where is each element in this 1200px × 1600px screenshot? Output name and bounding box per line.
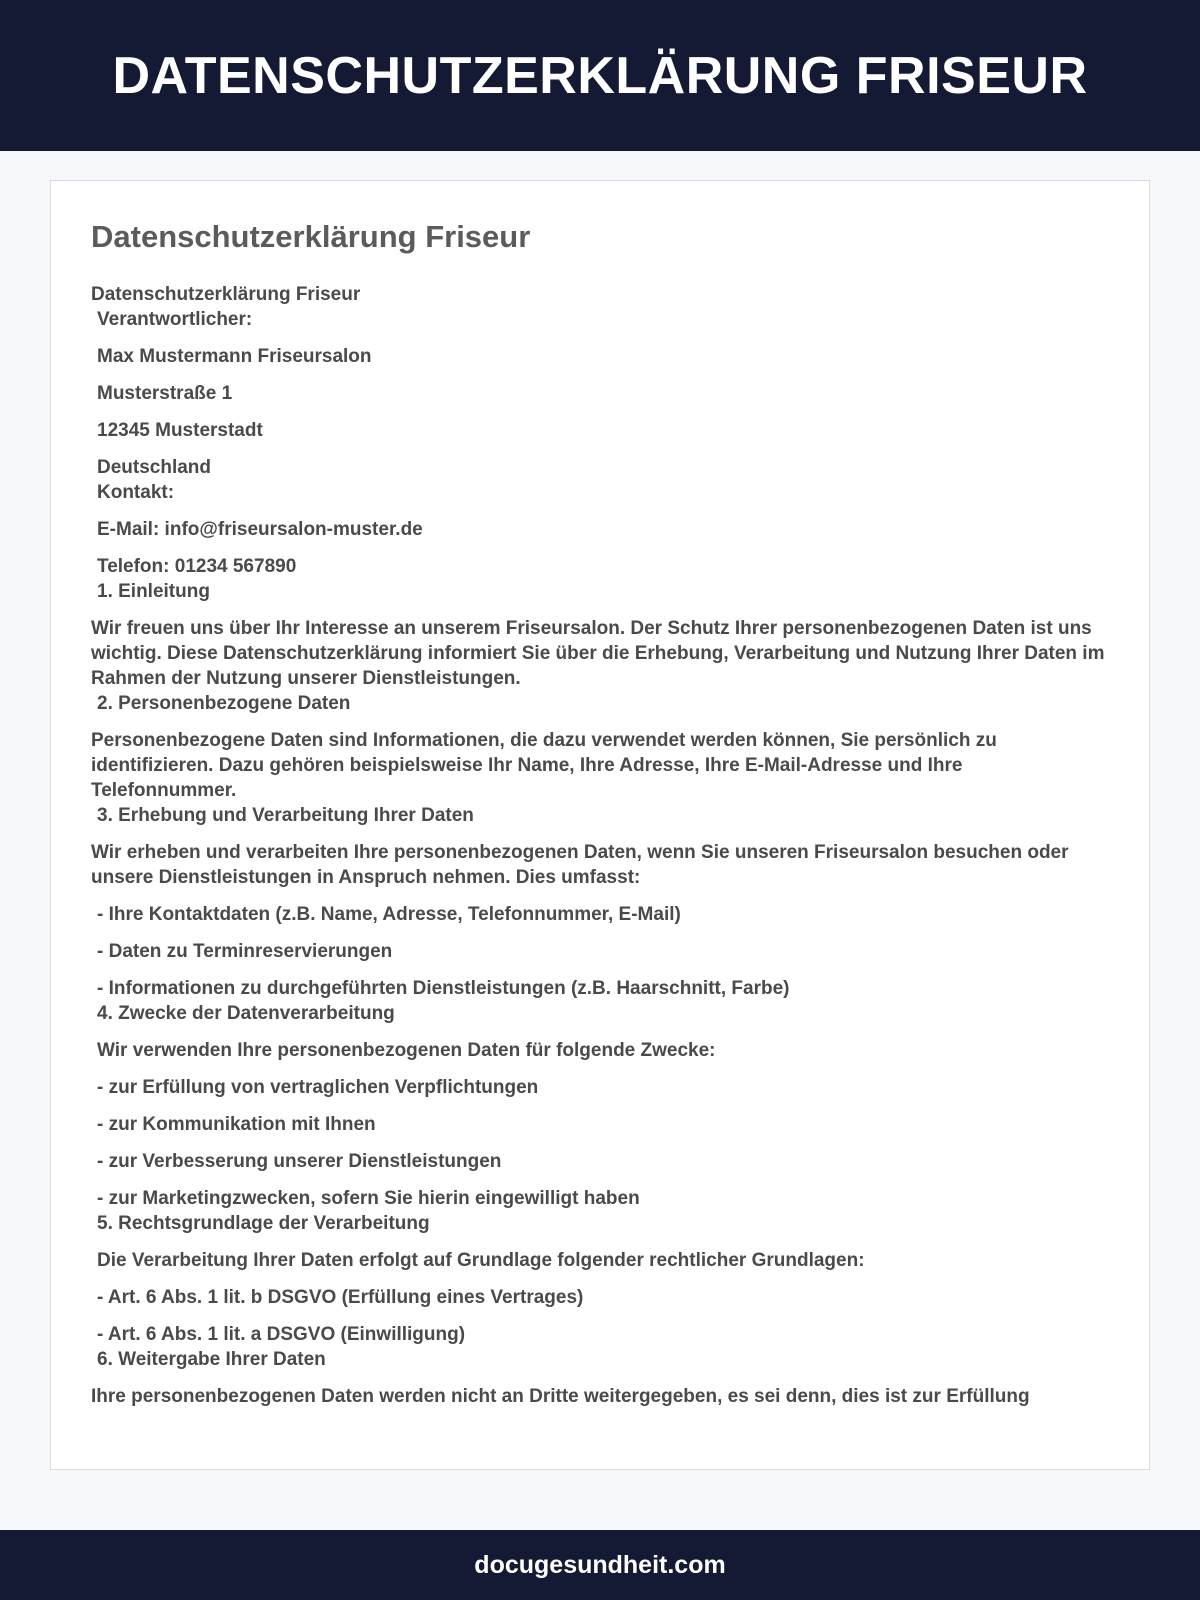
paragraph: Personenbezogene Daten sind Informationen, die dazu verwendet werden können, Sie persönlich zu identifizieren. Dazu gehören beispielsweise Ihr Name, Ihre Adresse, Ihre E-Mail-Adresse und Ihre Telefonnummer. [91,730,997,801]
list-item: - Informationen zu durchgeführten Dienstleistungen (z.B. Haarschnitt, Farbe) [97,978,790,999]
footer-banner [0,1530,1200,1600]
paragraph: Wir erheben und verarbeiten Ihre personenbezogenen Daten, wenn Sie unseren Friseursalon besuchen oder unsere Dienstleistungen in Anspruch nehmen. Dies umfasst: [91,842,1069,888]
header-banner [0,0,1200,151]
document-card [50,180,1150,1470]
section-heading: 6. Weitergabe Ihrer Daten [97,1349,326,1370]
address-line: Musterstraße 1 [97,383,233,404]
contact-phone: Telefon: 01234 567890 [97,556,297,577]
list-item: - Daten zu Terminreservierungen [97,941,393,962]
list-item: - zur Marketingzwecken, sofern Sie hierin eingewilligt haben [97,1188,640,1209]
list-item: - zur Verbesserung unserer Dienstleistungen [97,1151,502,1172]
section-heading: 3. Erhebung und Verarbeitung Ihrer Daten [97,805,474,826]
section-heading: 2. Personenbezogene Daten [97,693,351,714]
page-title: DATENSCHUTZERKLÄRUNG FRISEUR [112,46,1088,105]
contact-email: E-Mail: info@friseursalon-muster.de [97,519,423,540]
list-item: - zur Erfüllung von vertraglichen Verpflichtungen [97,1077,539,1098]
paragraph: Wir freuen uns über Ihr Interesse an unserem Friseursalon. Der Schutz Ihrer personenbezogenen Daten ist uns wichtig. Diese Datenschutzerklärung informiert Sie über die Erhebung, Verarbeitung und Nutzung Ihrer Daten im Rahmen der Nutzung unserer Dienstleistungen. [91,618,1105,689]
list-item: - Art. 6 Abs. 1 lit. b DSGVO (Erfüllung eines Vertrages) [97,1287,584,1308]
section-label: Kontakt: [97,482,175,503]
paragraph: Ihre personenbezogenen Daten werden nicht an Dritte weitergegeben, es sei denn, dies ist zur Erfüllung [91,1386,1030,1407]
section-heading: 4. Zwecke der Datenverarbeitung [97,1003,395,1024]
document-body [91,282,1109,1409]
section-heading: 5. Rechtsgrundlage der Verarbeitung [97,1213,430,1234]
address-line: Deutschland [97,457,212,478]
footer-site-link[interactable]: docugesundheit.com [474,1550,726,1579]
list-item: - Art. 6 Abs. 1 lit. a DSGVO (Einwilligung) [97,1324,466,1345]
section-label: Verantwortlicher: [97,309,253,330]
paragraph: Wir verwenden Ihre personenbezogenen Daten für folgende Zwecke: [97,1040,716,1061]
list-item: - zur Kommunikation mit Ihnen [97,1114,376,1135]
section-heading: 1. Einleitung [97,581,210,602]
paragraph: Die Verarbeitung Ihrer Daten erfolgt auf Grundlage folgender rechtlicher Grundlagen: [97,1250,865,1271]
address-line: 12345 Musterstadt [97,420,263,441]
doc-line: Datenschutzerklärung Friseur [91,284,361,305]
address-line: Max Mustermann Friseursalon [97,346,372,367]
list-item: - Ihre Kontaktdaten (z.B. Name, Adresse, Telefonnummer, E-Mail) [97,904,681,925]
document-title: Datenschutzerklärung Friseur [91,219,531,254]
